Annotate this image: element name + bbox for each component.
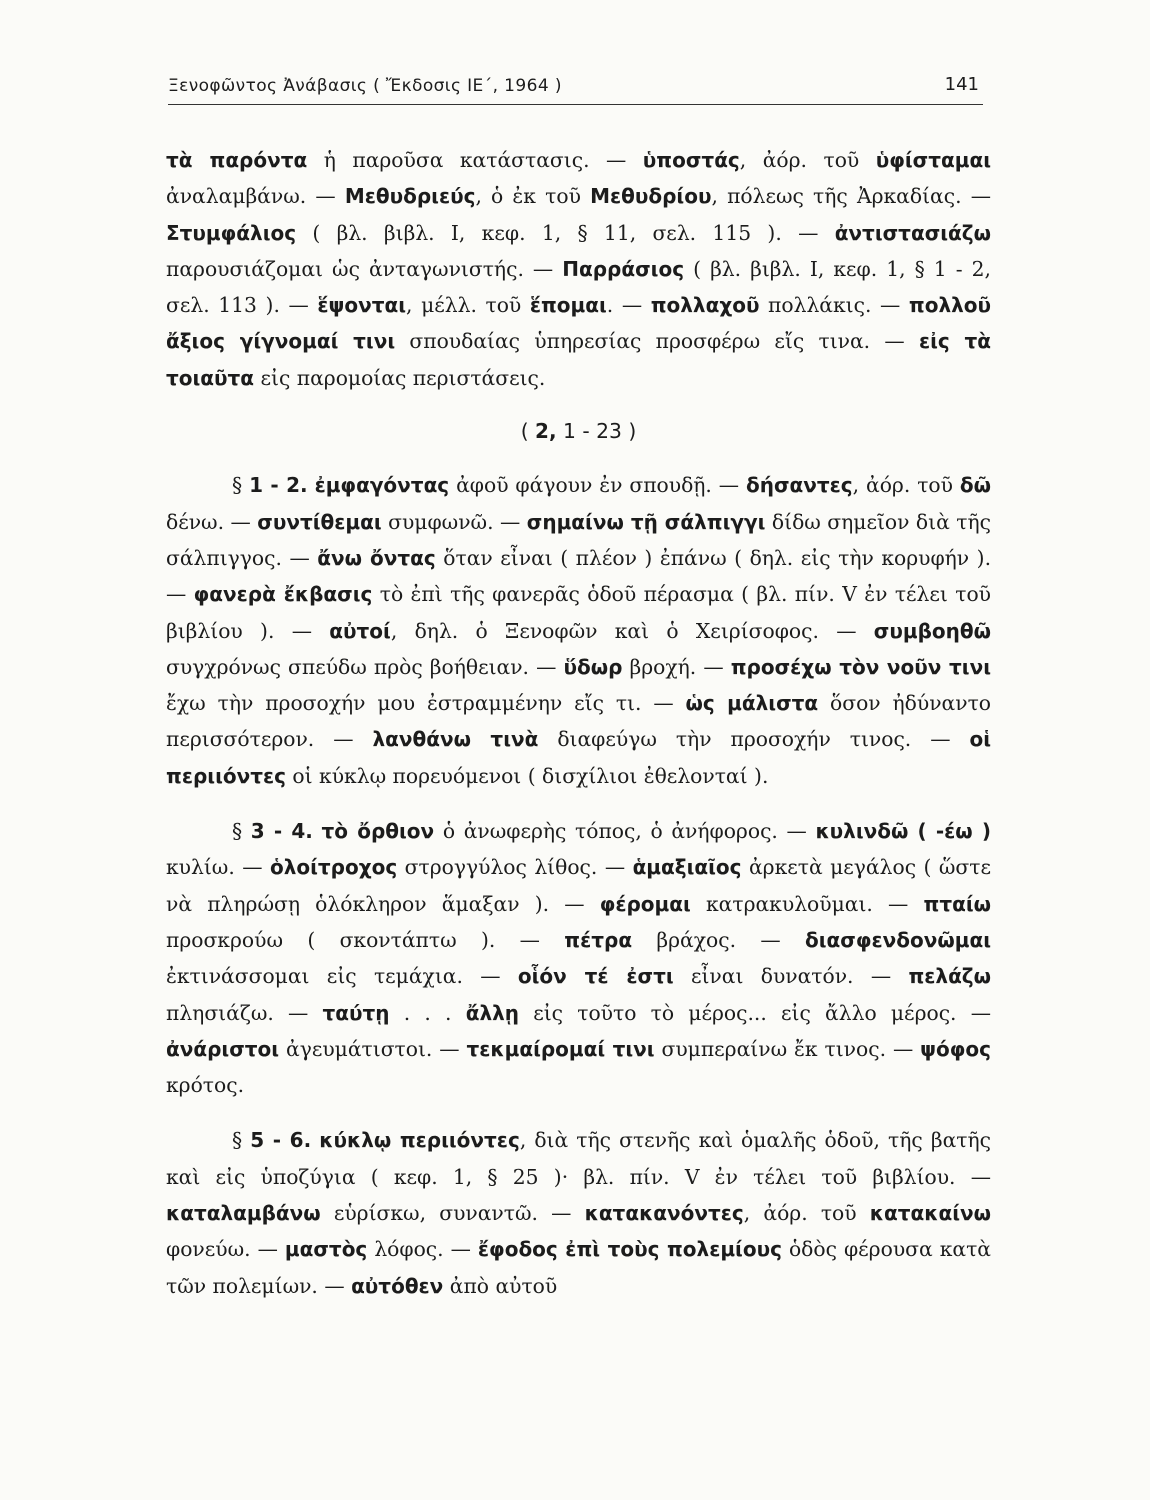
term: κατακανόντες bbox=[584, 1201, 744, 1226]
term: κύκλῳ περιιόντες bbox=[319, 1128, 520, 1153]
definition: εὑρίσκω, συναντῶ. — bbox=[320, 1201, 585, 1226]
term: ψόφος bbox=[920, 1036, 991, 1061]
term: φέρομαι bbox=[599, 891, 691, 916]
definition: , διὰ τῆς στενῆς καὶ ὁμαλῆς ὁδοῦ, τῆς βατῆς καὶ εἰς ὑποζύγια ( κεφ. 1, § 25 )· βλ. πίν. V ἐν τέλει τοῦ βιβλίου. — bbox=[166, 1128, 991, 1189]
term: ἄλλῃ bbox=[465, 1000, 520, 1025]
term: τεκμαίρομαί τινι bbox=[466, 1036, 655, 1061]
definition: οἱ κύκλῳ πορευόμενοι ( δισχίλιοι ἐθελονταί ). bbox=[285, 763, 769, 788]
definition: κρότος. bbox=[166, 1073, 245, 1098]
definition: συμπεραίνω ἔκ τινος. — bbox=[654, 1036, 921, 1061]
term: κυλινδῶ ( -έω ) bbox=[815, 819, 991, 844]
term: λανθάνω τινὰ bbox=[372, 727, 539, 752]
definition: ὅταν εἶναι ( πλέον ) ἐπάνω ( δηλ. εἰς τὴν κορυφήν ). — bbox=[166, 545, 992, 607]
definition: τὸ ἐπὶ τῆς φανερᾶς ὁδοῦ πέρασμα ( βλ. πίν. V ἐν τέλει τοῦ βιβλίου ). — bbox=[166, 582, 991, 643]
verse-range: 5 - 6. bbox=[250, 1128, 312, 1153]
definition: , ὁ ἐκ τοῦ bbox=[475, 184, 591, 209]
term: ἁμαξιαῖος bbox=[632, 855, 742, 880]
term: δῶ bbox=[959, 473, 991, 498]
term: καταλαμβάνω bbox=[166, 1201, 321, 1226]
term: Μεθυδριεύς bbox=[344, 184, 476, 209]
definition: ἡ παροῦσα κατάστασις. — bbox=[307, 148, 643, 172]
term: εἰς τὰ τοιαῦτα bbox=[166, 329, 992, 390]
term: ὁλοίτροχος bbox=[269, 855, 398, 880]
definition: κατρακυλοῦμαι. — bbox=[690, 891, 924, 916]
definition: . — bbox=[606, 293, 651, 318]
verse-range: 1 - 2. bbox=[249, 473, 308, 498]
term: πταίω bbox=[923, 891, 991, 916]
definition: ὁδὸς φέρουσα κατὰ τῶν πολεμίων. — bbox=[166, 1237, 991, 1298]
definition: ( βλ. βιβλ. Ι, κεφ. 1, § 1 - 2, σελ. 113 ). — bbox=[166, 256, 991, 318]
section-heading-range: 1 - 23 ) bbox=[556, 419, 637, 444]
definition: διαφεύγω τὴν προσοχήν τινος. — bbox=[538, 727, 970, 752]
term: συμβοηθῶ bbox=[873, 618, 992, 643]
section-heading bbox=[166, 413, 991, 449]
section-sign: § bbox=[232, 473, 250, 498]
page-body bbox=[166, 142, 991, 1304]
term: ἐμφαγόντας bbox=[314, 473, 450, 498]
term: ἀνάριστοι bbox=[166, 1036, 280, 1061]
spacer bbox=[308, 473, 315, 497]
definition: παρουσιάζομαι ὡς ἀνταγωνιστής. — bbox=[166, 256, 563, 281]
term: ταύτῃ bbox=[322, 1000, 390, 1025]
definition: , ἀόρ. τοῦ bbox=[739, 148, 876, 172]
definition: ἔχω τὴν προσοχήν μου ἐστραμμένην εἴς τι. — bbox=[166, 691, 686, 716]
term: ὑφίσταμαι bbox=[875, 148, 992, 172]
definition: ὁ ἀνωφερὴς τόπος, ὁ ἀνήφορος. — bbox=[434, 819, 816, 844]
section-heading-number: 2, bbox=[535, 419, 557, 444]
term: Μεθυδρίου bbox=[590, 184, 712, 209]
term: προσέχω τὸν νοῦν τινι bbox=[730, 654, 991, 679]
definition: πολλάκις. — bbox=[759, 293, 909, 318]
definition: , μέλλ. τοῦ bbox=[406, 293, 530, 318]
definition: ἐκτινάσσομαι εἰς τεμάχια. — bbox=[166, 964, 518, 989]
definition: βράχος. — bbox=[632, 927, 805, 952]
term: αὐτοί bbox=[329, 618, 391, 643]
term: ὡς μάλιστα bbox=[685, 691, 819, 716]
term: αὐτόθεν bbox=[351, 1273, 444, 1298]
term: πολλοῦ ἄξιος γίγνομαί τινι bbox=[166, 293, 992, 354]
definition: ἀφοῦ φάγουν ἐν σπουδῇ. — bbox=[449, 473, 746, 498]
running-header bbox=[168, 70, 983, 105]
definition: δίδω σημεῖον διὰ τῆς σάλπιγγος. — bbox=[166, 509, 991, 570]
definition: ἀγευμάτιστοι. — bbox=[279, 1036, 467, 1061]
definition: εἰς παρομοίας περιστάσεις. bbox=[254, 365, 546, 390]
term: Στυμφάλιος bbox=[166, 220, 297, 245]
term: τὸ ὄρθιον bbox=[321, 819, 435, 844]
term: μαστὸς bbox=[284, 1237, 368, 1262]
glossary-paragraph-2 bbox=[166, 467, 991, 794]
term: Παρράσιος bbox=[562, 256, 685, 281]
term: συντίθεμαι bbox=[257, 509, 382, 534]
term: πελάζω bbox=[908, 964, 992, 989]
term: ἄνω ὄντας bbox=[317, 545, 436, 570]
definition: σπουδαίας ὑπηρεσίας προσφέρω εἴς τινα. — bbox=[395, 329, 919, 354]
definition: συμφωνῶ. — bbox=[381, 509, 527, 534]
definition: συγχρόνως σπεύδω πρὸς βοήθειαν. — bbox=[166, 654, 564, 679]
definition: δένω. — bbox=[166, 509, 258, 534]
glossary-paragraph-3 bbox=[166, 813, 991, 1103]
definition: κυλίω. — bbox=[166, 855, 270, 880]
glossary-paragraph-1 bbox=[166, 142, 991, 396]
verse-range: 3 - 4. bbox=[250, 819, 313, 844]
definition: βροχή. — bbox=[622, 654, 731, 679]
term: οἷόν τέ ἐστι bbox=[517, 964, 674, 989]
term: ἕπομαι bbox=[529, 293, 607, 318]
definition: εἰς τοῦτο τὸ μέρος... εἰς ἄλλο μέρος. — bbox=[519, 1000, 991, 1025]
definition: ( βλ. βιβλ. Ι, κεφ. 1, § 11, σελ. 115 ). — bbox=[296, 220, 835, 245]
definition: ἀρκετὰ μεγάλος ( ὥστε νὰ πληρώσῃ ὁλόκληρον ἅμαξαν ). — bbox=[166, 855, 991, 916]
glossary-paragraph-4 bbox=[166, 1122, 991, 1303]
spacer bbox=[313, 819, 322, 843]
term: δήσαντες bbox=[745, 473, 853, 498]
definition: λόφος. — bbox=[367, 1237, 478, 1262]
definition: στρογγύλος λίθος. — bbox=[397, 855, 633, 880]
definition: φονεύω. — bbox=[166, 1237, 285, 1262]
term: σημαίνω τῇ σάλπιγγι bbox=[526, 509, 766, 534]
definition: πλησιάζω. — bbox=[166, 1000, 323, 1025]
section-sign: § bbox=[232, 1128, 251, 1153]
definition: , πόλεως τῆς Ἀρκαδίας. — bbox=[711, 184, 991, 209]
term: πέτρα bbox=[564, 927, 633, 952]
definition: ἀπὸ αὐτοῦ bbox=[443, 1273, 558, 1298]
definition: . . . bbox=[389, 1000, 466, 1025]
term: πολλαχοῦ bbox=[650, 293, 760, 318]
term: κατακαίνω bbox=[869, 1201, 991, 1226]
definition: , ἀόρ. τοῦ bbox=[852, 473, 960, 498]
definition: ἀναλαμβάνω. — bbox=[166, 184, 345, 209]
term: ὑποστάς bbox=[642, 148, 740, 172]
term: ἀντιστασιάζω bbox=[834, 220, 991, 245]
header-title: Ξενοφῶντος Ἀνάβασις ( Ἔκδοσις ΙΕ΄, 1964 ) bbox=[168, 76, 562, 96]
term: τὰ παρόντα bbox=[166, 148, 308, 172]
definition: ὅσον ἠδύναντο περισσότερον. — bbox=[166, 691, 992, 752]
page-number: 141 bbox=[944, 74, 979, 95]
term: ἔφοδος ἐπὶ τοὺς πολεμίους bbox=[477, 1237, 782, 1262]
definition: , δηλ. ὁ Ξενοφῶν καὶ ὁ Χειρίσοφος. — bbox=[390, 618, 874, 643]
term: φανερὰ ἔκβασις bbox=[193, 582, 373, 607]
term: ἕψονται bbox=[317, 293, 407, 318]
term: διασφενδονῶμαι bbox=[805, 927, 991, 952]
section-heading-open: ( bbox=[520, 419, 536, 444]
definition: , ἀόρ. τοῦ bbox=[743, 1201, 870, 1226]
paragraph-gap bbox=[166, 794, 991, 813]
definition: εἶναι δυνατόν. — bbox=[673, 964, 909, 989]
term: ὕδωρ bbox=[563, 654, 623, 679]
definition: προσκρούω ( σκοντάπτω ). — bbox=[166, 927, 565, 952]
term: οἱ περιιόντες bbox=[166, 727, 991, 788]
paragraph-gap bbox=[166, 1103, 991, 1122]
section-sign: § bbox=[232, 819, 251, 844]
